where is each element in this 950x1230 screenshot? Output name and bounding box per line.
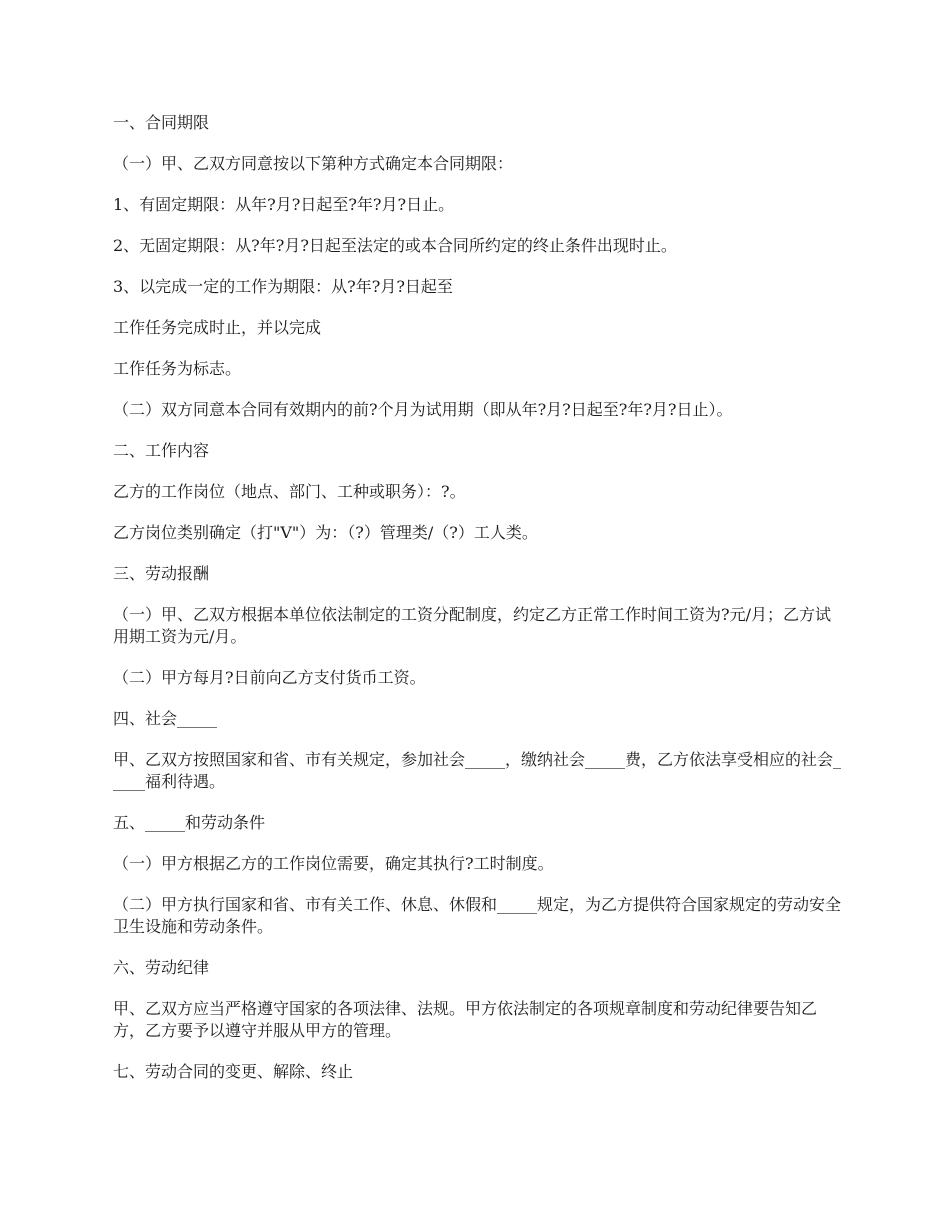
- paragraph: 乙方的工作岗位（地点、部门、工种或职务）：?。: [113, 482, 466, 501]
- section-heading: 七、劳动合同的变更、解除、终止: [113, 1062, 354, 1081]
- paragraph: 2、无固定期限：从?年?月?日起至法定的或本合同所约定的终止条件出现时止。: [113, 236, 677, 255]
- document-page: [113, 112, 843, 1102]
- section-heading: 二、工作内容: [113, 441, 210, 460]
- paragraph: （二）甲方执行国家和省、市有关工作、休息、休假和_____规定，为乙方提供符合国家规定的劳动安全卫生设施和劳动条件。: [113, 895, 842, 936]
- paragraph: 工作任务完成时止，并以完成: [113, 318, 322, 337]
- paragraph: 甲、乙双方按照国家和省、市有关规定，参加社会_____，缴纳社会_____费，乙方依法享受相应的社会_____福利待遇。: [113, 750, 842, 791]
- paragraph: 甲、乙双方应当严格遵守国家的各项法律、法规。甲方依法制定的各项规章制度和劳动纪律要告知乙方，乙方要予以遵守并服从甲方的管理。: [113, 999, 818, 1040]
- paragraph: 3、以完成一定的工作为期限：从?年?月?日起至: [113, 277, 453, 296]
- section-heading: 五、_____和劳动条件: [113, 813, 266, 832]
- paragraph: 工作任务为标志。: [113, 359, 242, 378]
- section-heading: 一、合同期限: [113, 113, 210, 132]
- section-heading: 三、劳动报酬: [113, 564, 210, 583]
- paragraph: （一）甲方根据乙方的工作岗位需要，确定其执行?工时制度。: [113, 854, 554, 873]
- section-heading: 四、社会_____: [113, 709, 218, 728]
- paragraph: （二）双方同意本合同有效期内的前?个月为试用期（即从年?月?日起至?年?月?日止）。: [113, 400, 733, 419]
- paragraph: （二）甲方每月?日前向乙方支付货币工资。: [113, 668, 426, 687]
- paragraph: （一）甲、乙双方同意按以下第种方式确定本合同期限：: [113, 154, 514, 173]
- paragraph: 1、有固定期限：从年?月?日起至?年?月?日止。: [113, 195, 455, 214]
- section-heading: 六、劳动纪律: [113, 958, 210, 977]
- paragraph: 乙方岗位类别确定（打"V"）为：（?）管理类/（?）工人类。: [113, 523, 538, 542]
- paragraph: （一）甲、乙双方根据本单位依法制定的工资分配制度，约定乙方正常工作时间工资为?元/月；乙方试用期工资为元/月。: [113, 605, 831, 646]
